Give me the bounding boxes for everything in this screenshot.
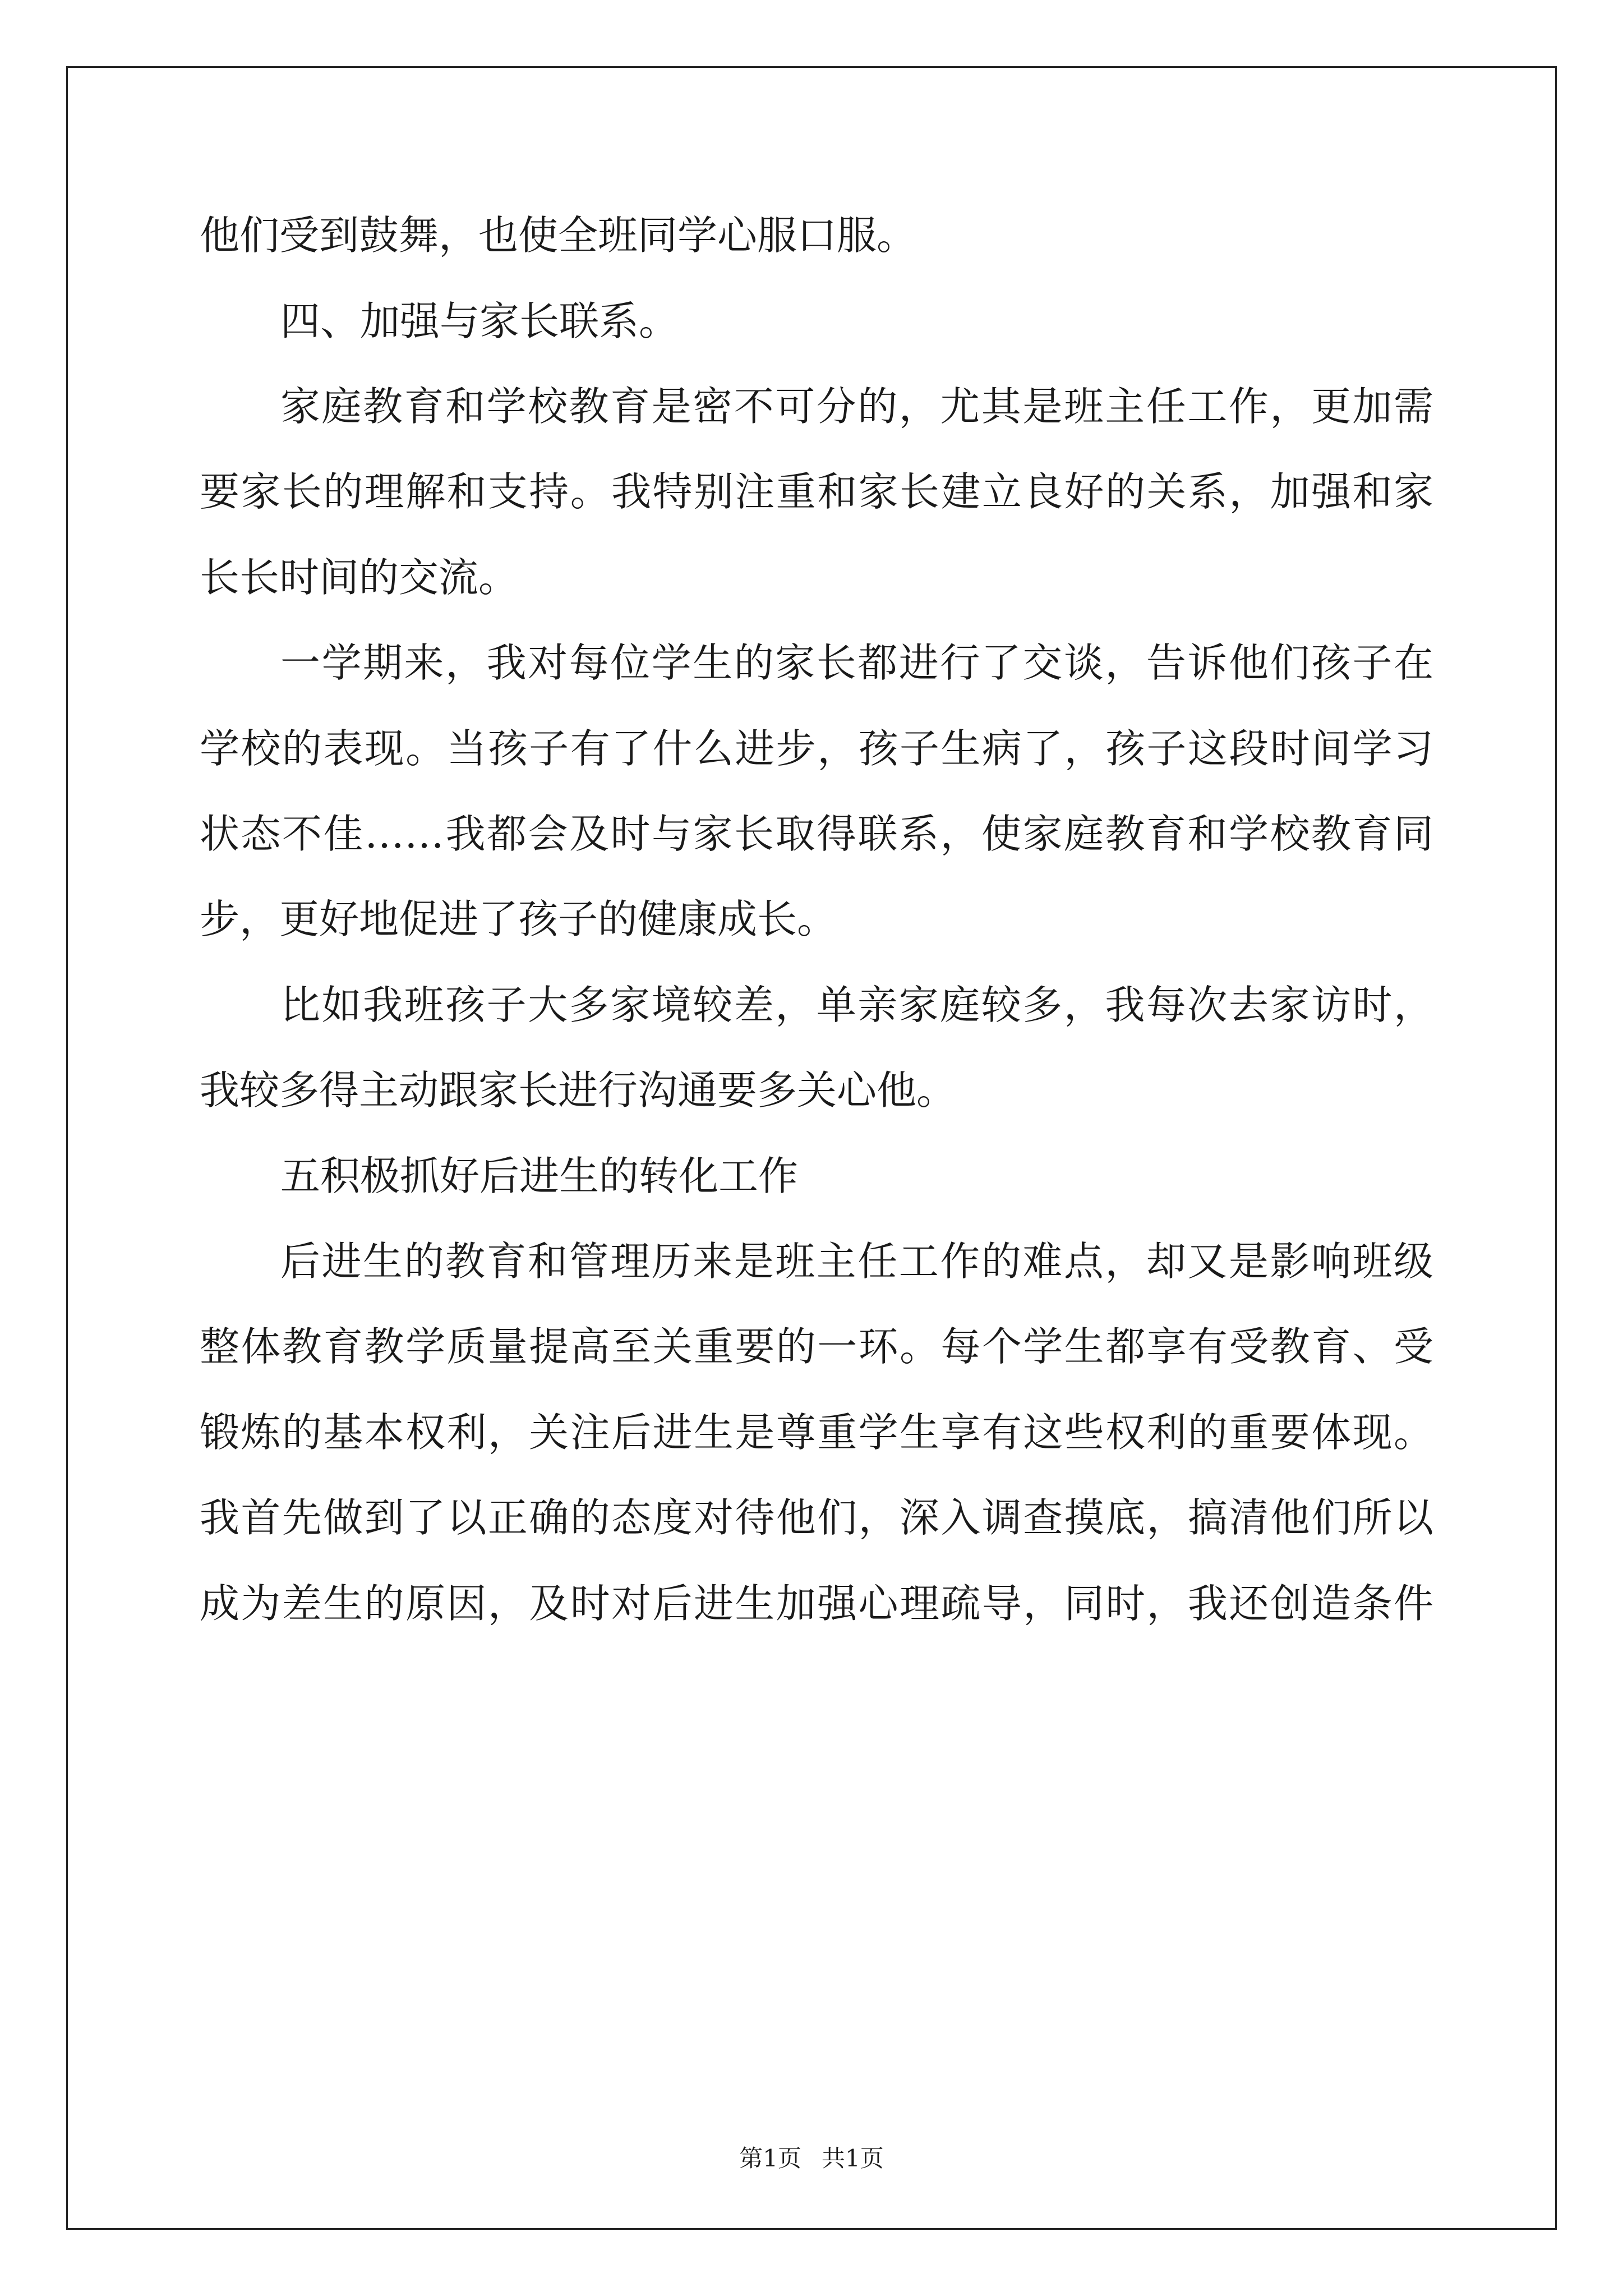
section-heading: 四、加强与家长联系。 [280,298,679,344]
text-line: 长长时间的交流。 [200,554,519,601]
page-footer [0,2143,1623,2174]
text-line: 状态不佳……我都会及时与家长取得联系，使家庭教育和学校教育同 [200,811,1433,857]
text-line: 他们受到鼓舞，也使全班同学心服口服。 [200,212,917,259]
text-line: 学校的表现。当孩子有了什么进步，孩子生病了，孩子这段时间学习 [200,725,1433,772]
section-heading: 五积极抓好后进生的转化工作 [280,1153,799,1199]
page-number: 第1页 [739,2145,801,2172]
text-line: 整体教育教学质量提高至关重要的一环。每个学生都享有受教育、受 [200,1323,1433,1370]
text-line: 我较多得主动跟家长进行沟通要多关心他。 [200,1067,957,1114]
text-line: 家庭教育和学校教育是密不可分的，尤其是班主任工作，更加需 [280,383,1433,430]
text-line: 我首先做到了以正确的态度对待他们，深入调查摸底，搞清他们所以 [200,1494,1433,1541]
text-line: 锻炼的基本权利，关注后进生是尊重学生享有这些权利的重要体现。 [200,1409,1433,1456]
text-line: 比如我班孩子大多家境较差，单亲家庭较多，我每次去家访时， [280,982,1433,1028]
text-line: 后进生的教育和管理历来是班主任工作的难点，却又是影响班级 [280,1238,1433,1285]
text-line: 一学期来，我对每位学生的家长都进行了交谈，告诉他们孩子在 [280,639,1433,686]
page-total: 共1页 [822,2145,884,2172]
text-line: 步，更好地促进了孩子的健康成长。 [200,896,837,942]
text-line: 要家长的理解和支持。我特别注重和家长建立良好的关系，加强和家 [200,468,1433,515]
text-line: 成为差生的原因，及时对后进生加强心理疏导，同时，我还创造条件 [200,1580,1433,1627]
